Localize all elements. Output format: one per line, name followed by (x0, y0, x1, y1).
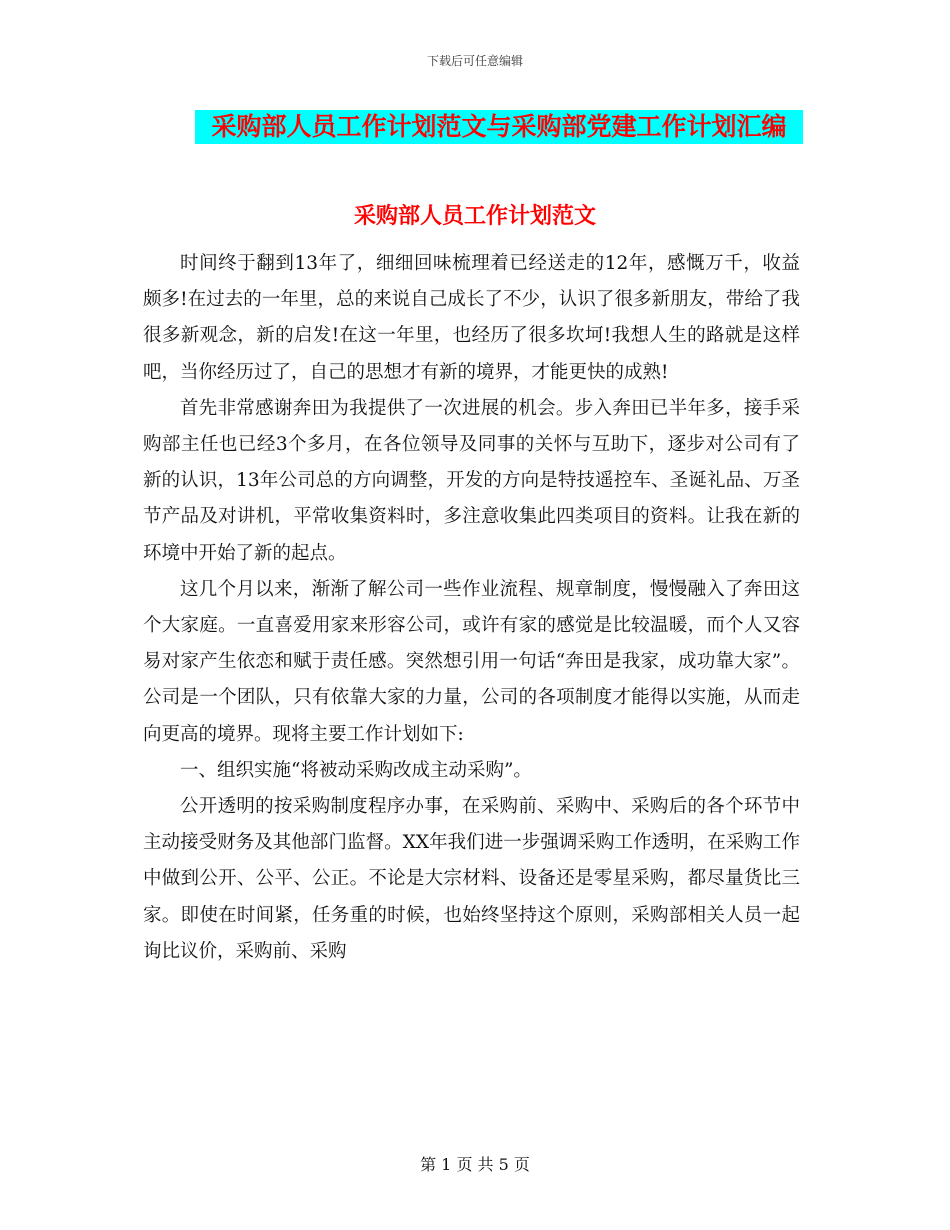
page-number: 第 1 页 共 5 页 (420, 1155, 530, 1174)
section-title: 采购部人员工作计划范文 (353, 203, 596, 229)
paragraph-3: 这几个月以来，渐渐了解公司一些作业流程、规章制度，慢慢融入了奔田这个大家庭。一直喜爱用家来形容公司，或许有家的感觉是比较温暖，而个人又容易对家产生依恋和赋于责任感。突然想引用一句话“奔田是我家，成功靠大家”。公司是一个团队，只有依靠大家的力量，公司的各项制度才能得以实施，从而走向更高的境界。现将主要工作计划如下: (143, 578, 800, 745)
paragraph-1: 时间终于翻到13年了，细细回味梳理着已经送走的12年，感慨万千，收益颇多!在过去的一年里，总的来说自己成长了不少，认识了很多新朋友，带给了我很多新观念，新的启发!在这一年里，也经历了很多坎坷!我想人生的路就是这样吧，当你经历过了，自己的思想才有新的境界，才能更快的成熟! (143, 253, 800, 383)
body-text (143, 246, 800, 970)
paragraph-5: 公开透明的按采购制度程序办事，在采购前、采购中、采购后的各个环节中主动接受财务及其他部门监督。XX年我们进一步强调采购工作透明，在采购工作中做到公开、公平、公正。不论是大宗材料、设备还是零星采购，都尽量货比三家。即使在时间紧，任务重的时候，也始终坚持这个原则，采购部相关人员一起询比议价，采购前、采购 (143, 796, 800, 962)
document-title: 采购部人员工作计划范文与采购部党建工作计划汇编 (195, 110, 803, 144)
paragraph-2: 首先非常感谢奔田为我提供了一次进展的机会。步入奔田已半年多，接手采购部主任也已经3个多月，在各位领导及同事的关怀与互助下，逐步对公司有了新的认识，13年公司总的方向调整，开发的方向是特技遥控车、圣诞礼品、万圣节产品及对讲机，平常收集资料时，多注意收集此四类项目的资料。让我在新的环境中开始了新的起点。 (143, 397, 800, 564)
page-header-note: 下载后可任意编辑 (426, 54, 523, 68)
paragraph-4: 一、组织实施“将被动采购改成主动采购”。 (180, 759, 532, 781)
